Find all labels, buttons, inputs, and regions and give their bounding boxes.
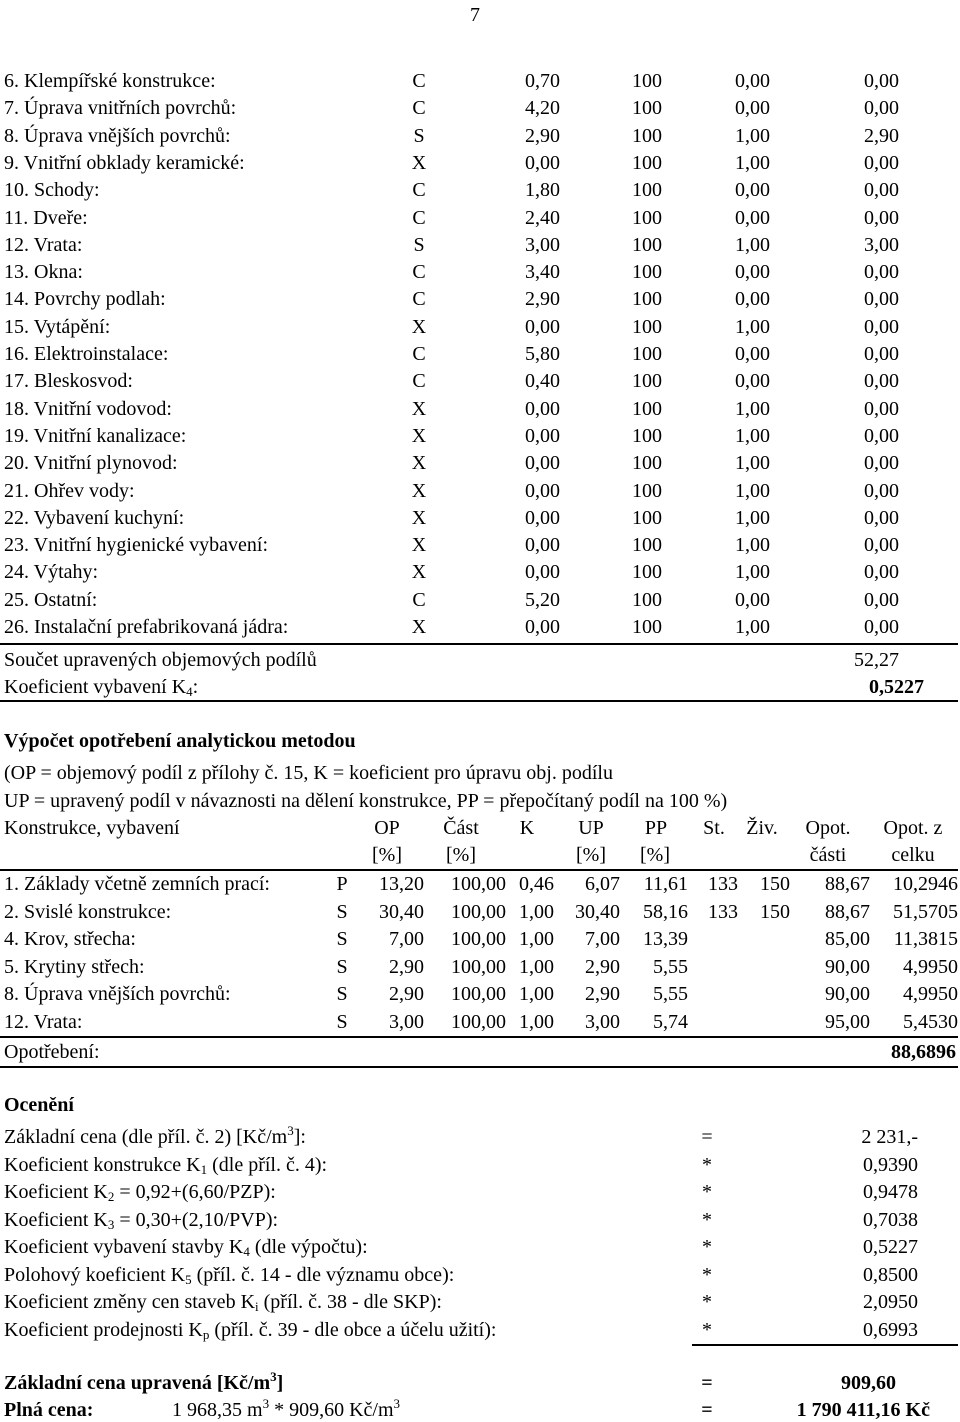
item-adjusted: 0,00 [864,561,899,584]
table-cell: 1,00 [519,1011,554,1033]
item-coef: 0,00 [735,179,770,202]
item-coef: 1,00 [735,534,770,557]
wear-label: Opotřebení: [4,1041,100,1063]
item-label: 19. Vnitřní kanalizace: [4,424,187,447]
table-cell: 30,40 [575,900,620,923]
table-cell: 95,00 [825,1011,870,1033]
item-coef: 1,00 [735,479,770,502]
item-label: 23. Vnitřní hygienické vybavení: [4,534,269,557]
item-adjusted: 0,00 [864,288,899,311]
item-share: 0,40 [525,370,560,393]
item-class: C [412,588,426,611]
item-coef: 1,00 [735,616,770,638]
valuation-operator: = [701,1126,713,1148]
table-cell: 10,2946 [893,873,958,895]
table-cell: 100,00 [451,900,506,923]
item-class: X [411,397,427,420]
item-adjusted: 0,00 [864,179,899,202]
table-cell: 5,55 [653,955,688,978]
valuation-value: 0,7038 [863,1208,918,1231]
table-cell: 4,9950 [903,983,958,1006]
item-class: X [411,616,427,638]
item-percent: 100 [632,151,662,174]
item-coef: 0,00 [735,370,770,393]
table-cell: 5,74 [653,1011,688,1033]
item-label: 16. Elektroinstalace: [4,343,169,365]
table-cell: 150 [760,873,790,895]
table-cell: 5,4530 [903,1011,958,1033]
table-cell: 4,9950 [903,955,958,978]
item-coef: 0,00 [735,588,770,611]
valuation-operator: * [702,1153,712,1176]
column-unit: celku [891,844,935,866]
table-cell: 0,46 [519,873,554,895]
table-cell: 11,61 [643,873,688,895]
item-label: 13. Okna: [4,261,83,284]
sum-value: 52,27 [854,649,899,671]
item-label: 21. Ohřev vody: [4,479,135,502]
column-header: OP [374,817,400,839]
item-class: X [411,315,427,338]
column-unit: [%] [446,844,476,866]
item-class: X [411,561,427,584]
item-label: 26. Instalační prefabrikovaná jádra: [4,616,289,638]
item-coef: 0,00 [735,97,770,120]
item-label: 10. Schody: [4,179,100,202]
valuation-operator: * [702,1318,712,1341]
table-cell: 1,00 [519,983,554,1006]
table-cell: 100,00 [451,983,506,1006]
item-adjusted: 0,00 [864,452,899,475]
valuation-label: Polohový koeficient $K_5$ (příl. č. 14 - dle významu obce): [4,1263,455,1287]
item-percent: 100 [632,206,662,229]
item-coef: 1,00 [735,124,770,147]
item-adjusted: 0,00 [864,397,899,420]
item-adjusted: 2,90 [864,124,899,147]
item-percent: 100 [632,288,662,311]
item-label: 24. Výtahy: [4,561,99,584]
valuation-label: Koeficient změny cen staveb $K_i$ (příl. č. 38 - dle SKP): [4,1291,442,1314]
table-cell: 100,00 [451,955,506,978]
item-adjusted: 0,00 [864,206,899,229]
item-percent: 100 [632,233,662,256]
table-cell: 90,00 [825,955,870,978]
item-adjusted: 0,00 [864,588,899,611]
item-class: X [411,534,427,557]
item-adjusted: 3,00 [864,233,899,256]
table-divider [692,1344,958,1346]
wear-value: 88,6896 [891,1041,956,1063]
table-cell: 2,90 [389,983,424,1006]
item-class: X [411,479,427,502]
table-cell: 133 [708,900,738,923]
item-percent: 100 [632,70,662,92]
item-label: 12. Vrata: [4,233,83,256]
valuation-value: 0,6993 [863,1318,918,1341]
item-label: 25. Ostatní: [4,588,98,611]
item-percent: 100 [632,261,662,284]
analytic-note-1: (OP = objemový podíl z přílohy č. 15, K = koeficient pro úpravu obj. podílu [4,762,613,784]
table-cell: 90,00 [825,983,870,1006]
item-share: 2,90 [525,288,560,311]
table-cell: 1,00 [519,900,554,923]
table-divider [0,1066,958,1068]
item-percent: 100 [632,424,662,447]
table-divider [0,869,958,871]
item-class: X [411,452,427,475]
column-header: K [519,817,535,839]
table-cell: 88,67 [825,873,870,895]
item-coef: 0,00 [735,288,770,311]
item-class: C [412,370,426,393]
item-adjusted: 0,00 [864,534,899,557]
column-unit: části [809,844,847,866]
table-cell: 12. Vrata: [4,1011,83,1033]
adjusted-price-operator: = [701,1372,713,1394]
item-share: 2,90 [525,124,560,147]
item-percent: 100 [632,561,662,584]
valuation-value: 2 231,- [861,1126,918,1148]
table-cell: 11,3815 [893,928,958,951]
column-header: St. [703,817,725,839]
valuation-label: Koeficient prodejnosti $K_p$ (příl. č. 39 - dle obce a účelu užití): [4,1318,497,1342]
adjusted-price-label: Základní cena upravená $[Kč/m^3]$ [4,1369,284,1394]
column-header: Část [443,817,479,839]
table-cell: 1. Základy včetně zemních prací: [4,873,270,895]
column-header: Konstrukce, vybavení [4,817,180,839]
item-share: 5,80 [525,343,560,365]
item-adjusted: 0,00 [864,151,899,174]
item-adjusted: 0,00 [864,616,899,638]
table-cell: 1,00 [519,928,554,951]
item-class: X [411,506,427,529]
item-label: 17. Bleskosvod: [4,370,133,393]
column-header: Opot. [805,817,851,839]
full-price-value: 1 790 411,16 Kč [796,1399,930,1421]
valuation-label: Koeficient $K_3 = 0,30+(2,10/PVP)$: [4,1208,279,1232]
item-share: 2,40 [525,206,560,229]
table-cell: 5. Krytiny střech: [4,955,145,978]
valuation-value: 0,8500 [863,1263,918,1286]
valuation-label: Koeficient vybavení stavby $K_4$ (dle výpočtu): [4,1236,368,1259]
table-divider [0,700,958,702]
item-label: 11. Dveře: [4,206,88,229]
item-share: 0,00 [525,397,560,420]
item-class: X [411,151,427,174]
valuation-value: 0,9478 [863,1181,918,1203]
item-coef: 1,00 [735,151,770,174]
full-price-operator: = [701,1399,713,1421]
table-cell: 100,00 [451,873,506,895]
valuation-heading: Ocenění [4,1094,74,1116]
item-class: C [412,343,426,365]
item-share: 0,00 [525,534,560,557]
table-cell: 58,16 [643,900,688,923]
analytic-heading: Výpočet opotřebení analytickou metodou [4,730,356,752]
item-adjusted: 0,00 [864,424,899,447]
item-share: 0,00 [525,616,560,638]
item-label: 22. Vybavení kuchyní: [4,506,185,529]
table-cell: 2. Svislé konstrukce: [4,900,172,923]
item-coef: 0,00 [735,261,770,284]
item-percent: 100 [632,315,662,338]
item-share: 0,00 [525,151,560,174]
item-share: 0,00 [525,452,560,475]
table-cell: 100,00 [451,928,506,951]
column-header: UP [578,817,604,839]
table-cell: 133 [708,873,738,895]
item-label: 20. Vnitřní plynovod: [4,452,178,475]
item-share: 4,20 [525,97,560,120]
item-share: 0,00 [525,424,560,447]
column-header: PP [644,817,668,839]
column-unit: [%] [576,844,606,866]
item-label: 15. Vytápění: [4,315,111,338]
item-percent: 100 [632,452,662,475]
item-adjusted: 0,00 [864,479,899,502]
item-label: 7. Úprava vnitřních povrchů: [4,97,237,120]
column-unit: [%] [372,844,402,866]
item-share: 3,00 [525,233,560,256]
item-percent: 100 [632,479,662,502]
table-cell: 150 [760,900,790,923]
table-cell: 2,90 [585,955,620,978]
item-class: S [413,124,425,147]
item-class: C [412,206,426,229]
item-share: 0,00 [525,479,560,502]
item-coef: 1,00 [735,424,770,447]
table-cell: 100,00 [451,1011,506,1033]
table-cell: 1,00 [519,955,554,978]
column-header: Živ. [746,817,778,839]
item-adjusted: 0,00 [864,97,899,120]
table-cell: 13,39 [643,928,688,951]
item-adjusted: 0,00 [864,370,899,393]
valuation-operator: * [702,1181,712,1203]
item-percent: 100 [632,343,662,365]
item-share: 5,20 [525,588,560,611]
valuation-operator: * [702,1263,712,1286]
item-adjusted: 0,00 [864,261,899,284]
column-header: Opot. z [883,817,943,839]
item-adjusted: 0,00 [864,506,899,529]
valuation-label: Základní cena (dle příl. č. 2) $[Kč/m^3]$: [4,1123,306,1148]
full-price-calculation: 1 968,35 $m^3 * 909,60$ $Kč/m^3$ [172,1396,400,1421]
item-class: C [412,97,426,120]
item-coef: 1,00 [735,452,770,475]
page-number: 7 [470,4,480,26]
item-percent: 100 [632,97,662,120]
coef-value: 0,5227 [869,676,924,698]
table-divider [0,1036,958,1038]
item-coef: 1,00 [735,561,770,584]
table-cell: 8. Úprava vnějších povrchů: [4,983,231,1006]
table-cell: 30,40 [379,900,424,923]
item-label: 14. Povrchy podlah: [4,288,166,311]
item-percent: 100 [632,534,662,557]
item-adjusted: 0,00 [864,70,899,92]
table-cell: 2,90 [389,955,424,978]
item-share: 1,80 [525,179,560,202]
item-coef: 1,00 [735,233,770,256]
table-cell: S [336,1011,348,1033]
item-coef: 1,00 [735,506,770,529]
item-percent: 100 [632,370,662,393]
item-percent: 100 [632,588,662,611]
item-adjusted: 0,00 [864,343,899,365]
item-label: 6. Klempířské konstrukce: [4,70,216,92]
valuation-label: Koeficient konstrukce $K_1$ (dle příl. č. 4): [4,1153,328,1177]
valuation-operator: * [702,1208,712,1231]
item-class: C [412,70,426,92]
item-percent: 100 [632,506,662,529]
item-share: 0,00 [525,506,560,529]
valuation-value: 0,5227 [863,1236,918,1258]
full-price-label: Plná cena: [4,1399,94,1421]
valuation-value: 2,0950 [863,1291,918,1313]
table-cell: 4. Krov, střecha: [4,928,136,951]
table-cell: 6,07 [585,873,620,895]
table-cell: P [336,873,348,895]
table-cell: 3,00 [389,1011,424,1033]
table-cell: 13,20 [379,873,424,895]
table-cell: 88,67 [825,900,870,923]
table-cell: 2,90 [585,983,620,1006]
table-cell: 51,5705 [893,900,958,923]
table-cell: 3,00 [585,1011,620,1033]
item-percent: 100 [632,124,662,147]
item-percent: 100 [632,616,662,638]
analytic-note-2: UP = upravený podíl v návaznosti na dělení konstrukce, PP = přepočítaný podíl na 100 %) [4,790,728,812]
valuation-operator: * [702,1291,712,1313]
item-coef: 1,00 [735,397,770,420]
table-cell: S [336,900,348,923]
table-cell: 7,00 [389,928,424,951]
item-percent: 100 [632,179,662,202]
item-coef: 0,00 [735,343,770,365]
item-share: 0,70 [525,70,560,92]
adjusted-price-value: 909,60 [841,1372,896,1394]
item-share: 3,40 [525,261,560,284]
item-share: 0,00 [525,315,560,338]
item-class: C [412,288,426,311]
table-divider [0,643,958,645]
sum-label: Součet upravených objemových podílů [4,649,317,671]
item-coef: 0,00 [735,206,770,229]
item-label: 9. Vnitřní obklady keramické: [4,151,245,174]
item-coef: 0,00 [735,70,770,92]
item-label: 18. Vnitřní vodovod: [4,397,172,420]
item-share: 0,00 [525,561,560,584]
table-cell: S [336,928,348,951]
item-class: C [412,261,426,284]
item-adjusted: 0,00 [864,315,899,338]
item-class: C [412,179,426,202]
table-cell: 7,00 [585,928,620,951]
table-cell: S [336,983,348,1006]
column-unit: [%] [640,844,670,866]
item-class: X [411,424,427,447]
table-cell: 85,00 [825,928,870,951]
table-cell: 5,55 [653,983,688,1006]
valuation-value: 0,9390 [863,1153,918,1176]
item-label: 8. Úprava vnějších povrchů: [4,124,231,147]
item-percent: 100 [632,397,662,420]
item-class: S [413,233,425,256]
valuation-operator: * [702,1236,712,1258]
item-coef: 1,00 [735,315,770,338]
coef-label: Koeficient vybavení $K_4$: [4,676,199,699]
table-cell: S [336,955,348,978]
valuation-label: Koeficient $K_2 = 0,92+(6,60/PZP)$: [4,1181,276,1204]
